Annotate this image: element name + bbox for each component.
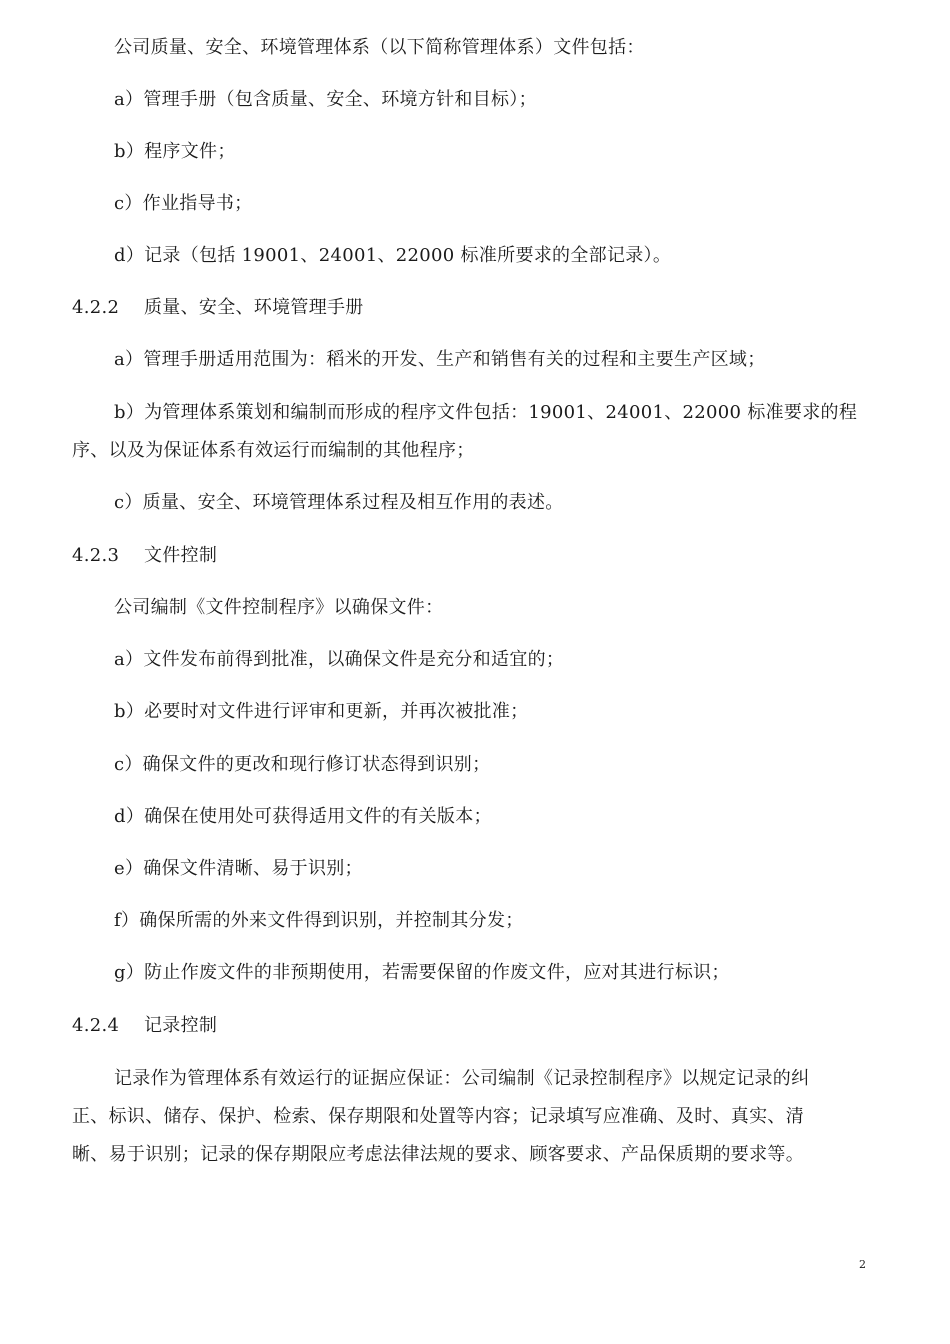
section-heading-4-2-2 bbox=[72, 297, 364, 319]
list-item-f: f）确保所需的外来文件得到识别，并控制其分发； bbox=[114, 910, 524, 931]
list-item-b: b）程序文件； bbox=[114, 141, 236, 162]
records-paragraph-continued: 正、标识、储存、保护、检索、保存期限和处置等内容；记录填写应准确、及时、真实、清 bbox=[72, 1106, 804, 1127]
records-paragraph: 记录作为管理体系有效运行的证据应保证：公司编制《记录控制程序》以规定记录的纠 bbox=[114, 1068, 810, 1089]
section-heading-4-2-4 bbox=[72, 1015, 217, 1037]
list-item-d: d）确保在使用处可获得适用文件的有关版本； bbox=[114, 806, 492, 827]
records-paragraph-continued: 晰、易于识别；记录的保存期限应考虑法律法规的要求、顾客要求、产品保质期的要求等。 bbox=[72, 1144, 804, 1165]
section-title: 文件控制 bbox=[144, 545, 218, 566]
list-item-a: a）管理手册（包含质量、安全、环境方针和目标）； bbox=[114, 89, 537, 110]
section-number: 4.2.3 bbox=[72, 545, 120, 566]
section-heading-4-2-3 bbox=[72, 545, 217, 567]
section-title: 记录控制 bbox=[144, 1015, 218, 1036]
section-title: 质量、安全、环境管理手册 bbox=[144, 297, 364, 318]
section-number: 4.2.4 bbox=[72, 1015, 120, 1036]
list-item-c: c）确保文件的更改和现行修订状态得到识别； bbox=[114, 754, 491, 775]
section-number: 4.2.2 bbox=[72, 297, 120, 318]
list-item-g: g）防止作废文件的非预期使用，若需要保留的作废文件，应对其进行标识； bbox=[114, 962, 730, 983]
list-item-b-continued: 序、以及为保证体系有效运行而编制的其他程序； bbox=[72, 440, 475, 461]
list-item-c: c）作业指导书； bbox=[114, 193, 253, 214]
list-item-d: d）记录（包括 19001、24001、22000 标准所要求的全部记录）。 bbox=[114, 245, 672, 266]
intro-paragraph: 公司质量、安全、环境管理体系（以下简称管理体系）文件包括： bbox=[114, 37, 645, 58]
page-number: 2 bbox=[859, 1258, 866, 1271]
list-item-e: e）确保文件清晰、易于识别； bbox=[114, 858, 363, 879]
list-item-b: b）必要时对文件进行评审和更新，并再次被批准； bbox=[114, 701, 529, 722]
list-item-b: b）为管理体系策划和编制而形成的程序文件包括：19001、24001、22000 标准要求的程 bbox=[114, 402, 858, 423]
list-item-c: c）质量、安全、环境管理体系过程及相互作用的表述。 bbox=[114, 492, 564, 513]
list-item-a: a）管理手册适用范围为：稻米的开发、生产和销售有关的过程和主要生产区域； bbox=[114, 349, 766, 370]
list-item-a: a）文件发布前得到批准，以确保文件是充分和适宜的； bbox=[114, 649, 565, 670]
intro-paragraph: 公司编制《文件控制程序》以确保文件： bbox=[114, 597, 444, 618]
